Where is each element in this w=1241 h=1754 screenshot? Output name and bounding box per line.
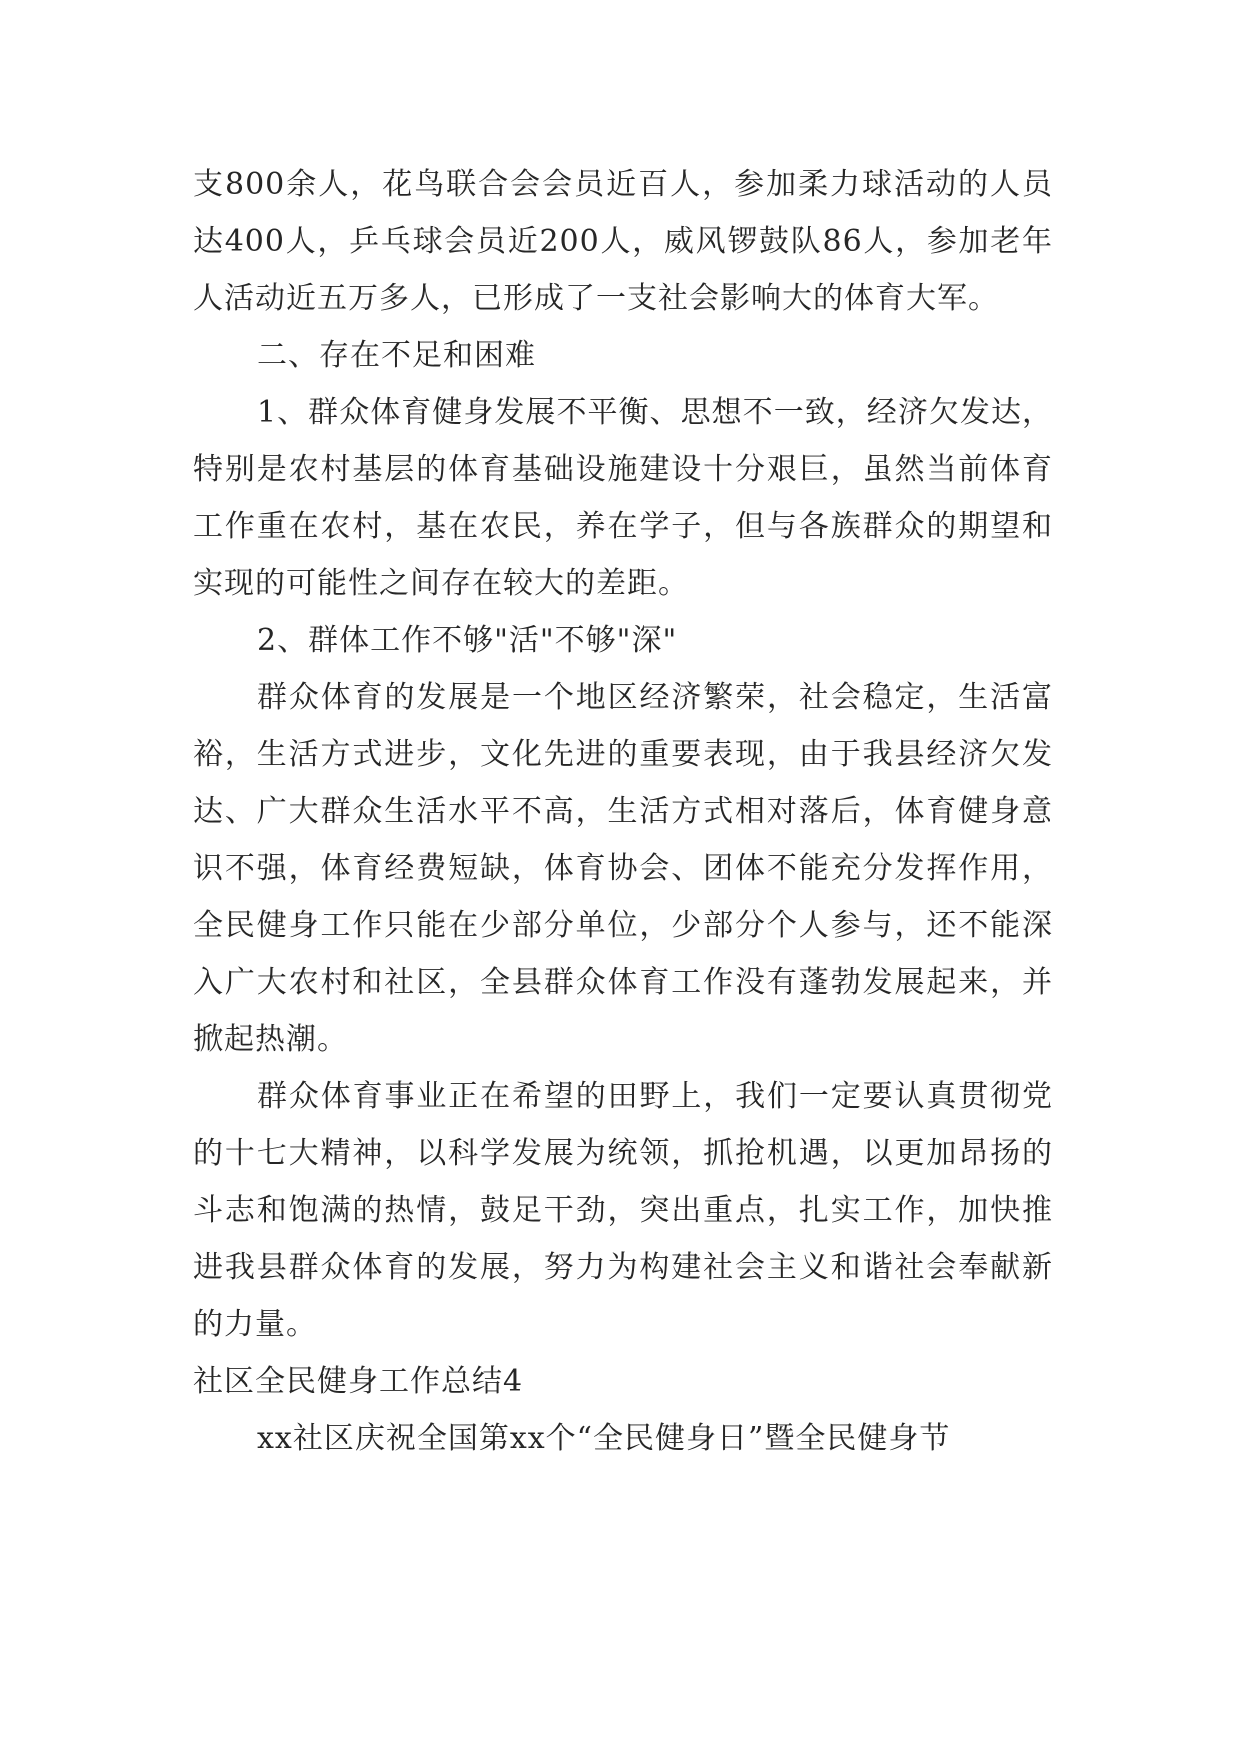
paragraph-point-2-heading: 2、群体工作不够"活"不够"深" [257, 623, 678, 658]
paragraph-membership-stats: 支800余人，花鸟联合会会员近百人，参加柔力球活动的人员达400人，乒乓球会员近200人，威风锣鼓队86人，参加老年人活动近五万多人，已形成了一支社会影响大的体育大军。 [193, 167, 1053, 316]
section-heading-shortcomings: 二、存在不足和困难 [257, 338, 536, 373]
paragraph-point-1: 1、群众体育健身发展不平衡、思想不一致，经济欠发达，特别是农村基层的体育基础设施建设十分艰巨，虽然当前体育工作重在农村，基在农民，养在学子，但与各族群众的期望和实现的可能性之间存在较大的差距。 [193, 395, 1053, 601]
paragraph-conclusion: 群众体育事业正在希望的田野上，我们一定要认真贯彻党的十七大精神，以科学发展为统领，抓抢机遇，以更加昂扬的斗志和饱满的热情，鼓足干劲，突出重点，扎实工作，加快推进我县群众体育的发展，努力为构建社会主义和谐社会奉献新的力量。 [193, 1079, 1053, 1342]
document-title-summary-4: 社区全民健身工作总结4 [193, 1364, 524, 1399]
paragraph-fitness-day: xx社区庆祝全国第xx个“全民健身日”暨全民健身节 [257, 1421, 951, 1456]
document-body [193, 156, 1053, 1467]
paragraph-development: 群众体育的发展是一个地区经济繁荣，社会稳定，生活富裕，生活方式进步，文化先进的重要表现，由于我县经济欠发达、广大群众生活水平不高，生活方式相对落后，体育健身意识不强，体育经费短缺，体育协会、团体不能充分发挥作用，全民健身工作只能在少部分单位，少部分个人参与，还不能深入广大农村和社区，全县群众体育工作没有蓬勃发展起来，并掀起热潮。 [193, 680, 1053, 1057]
